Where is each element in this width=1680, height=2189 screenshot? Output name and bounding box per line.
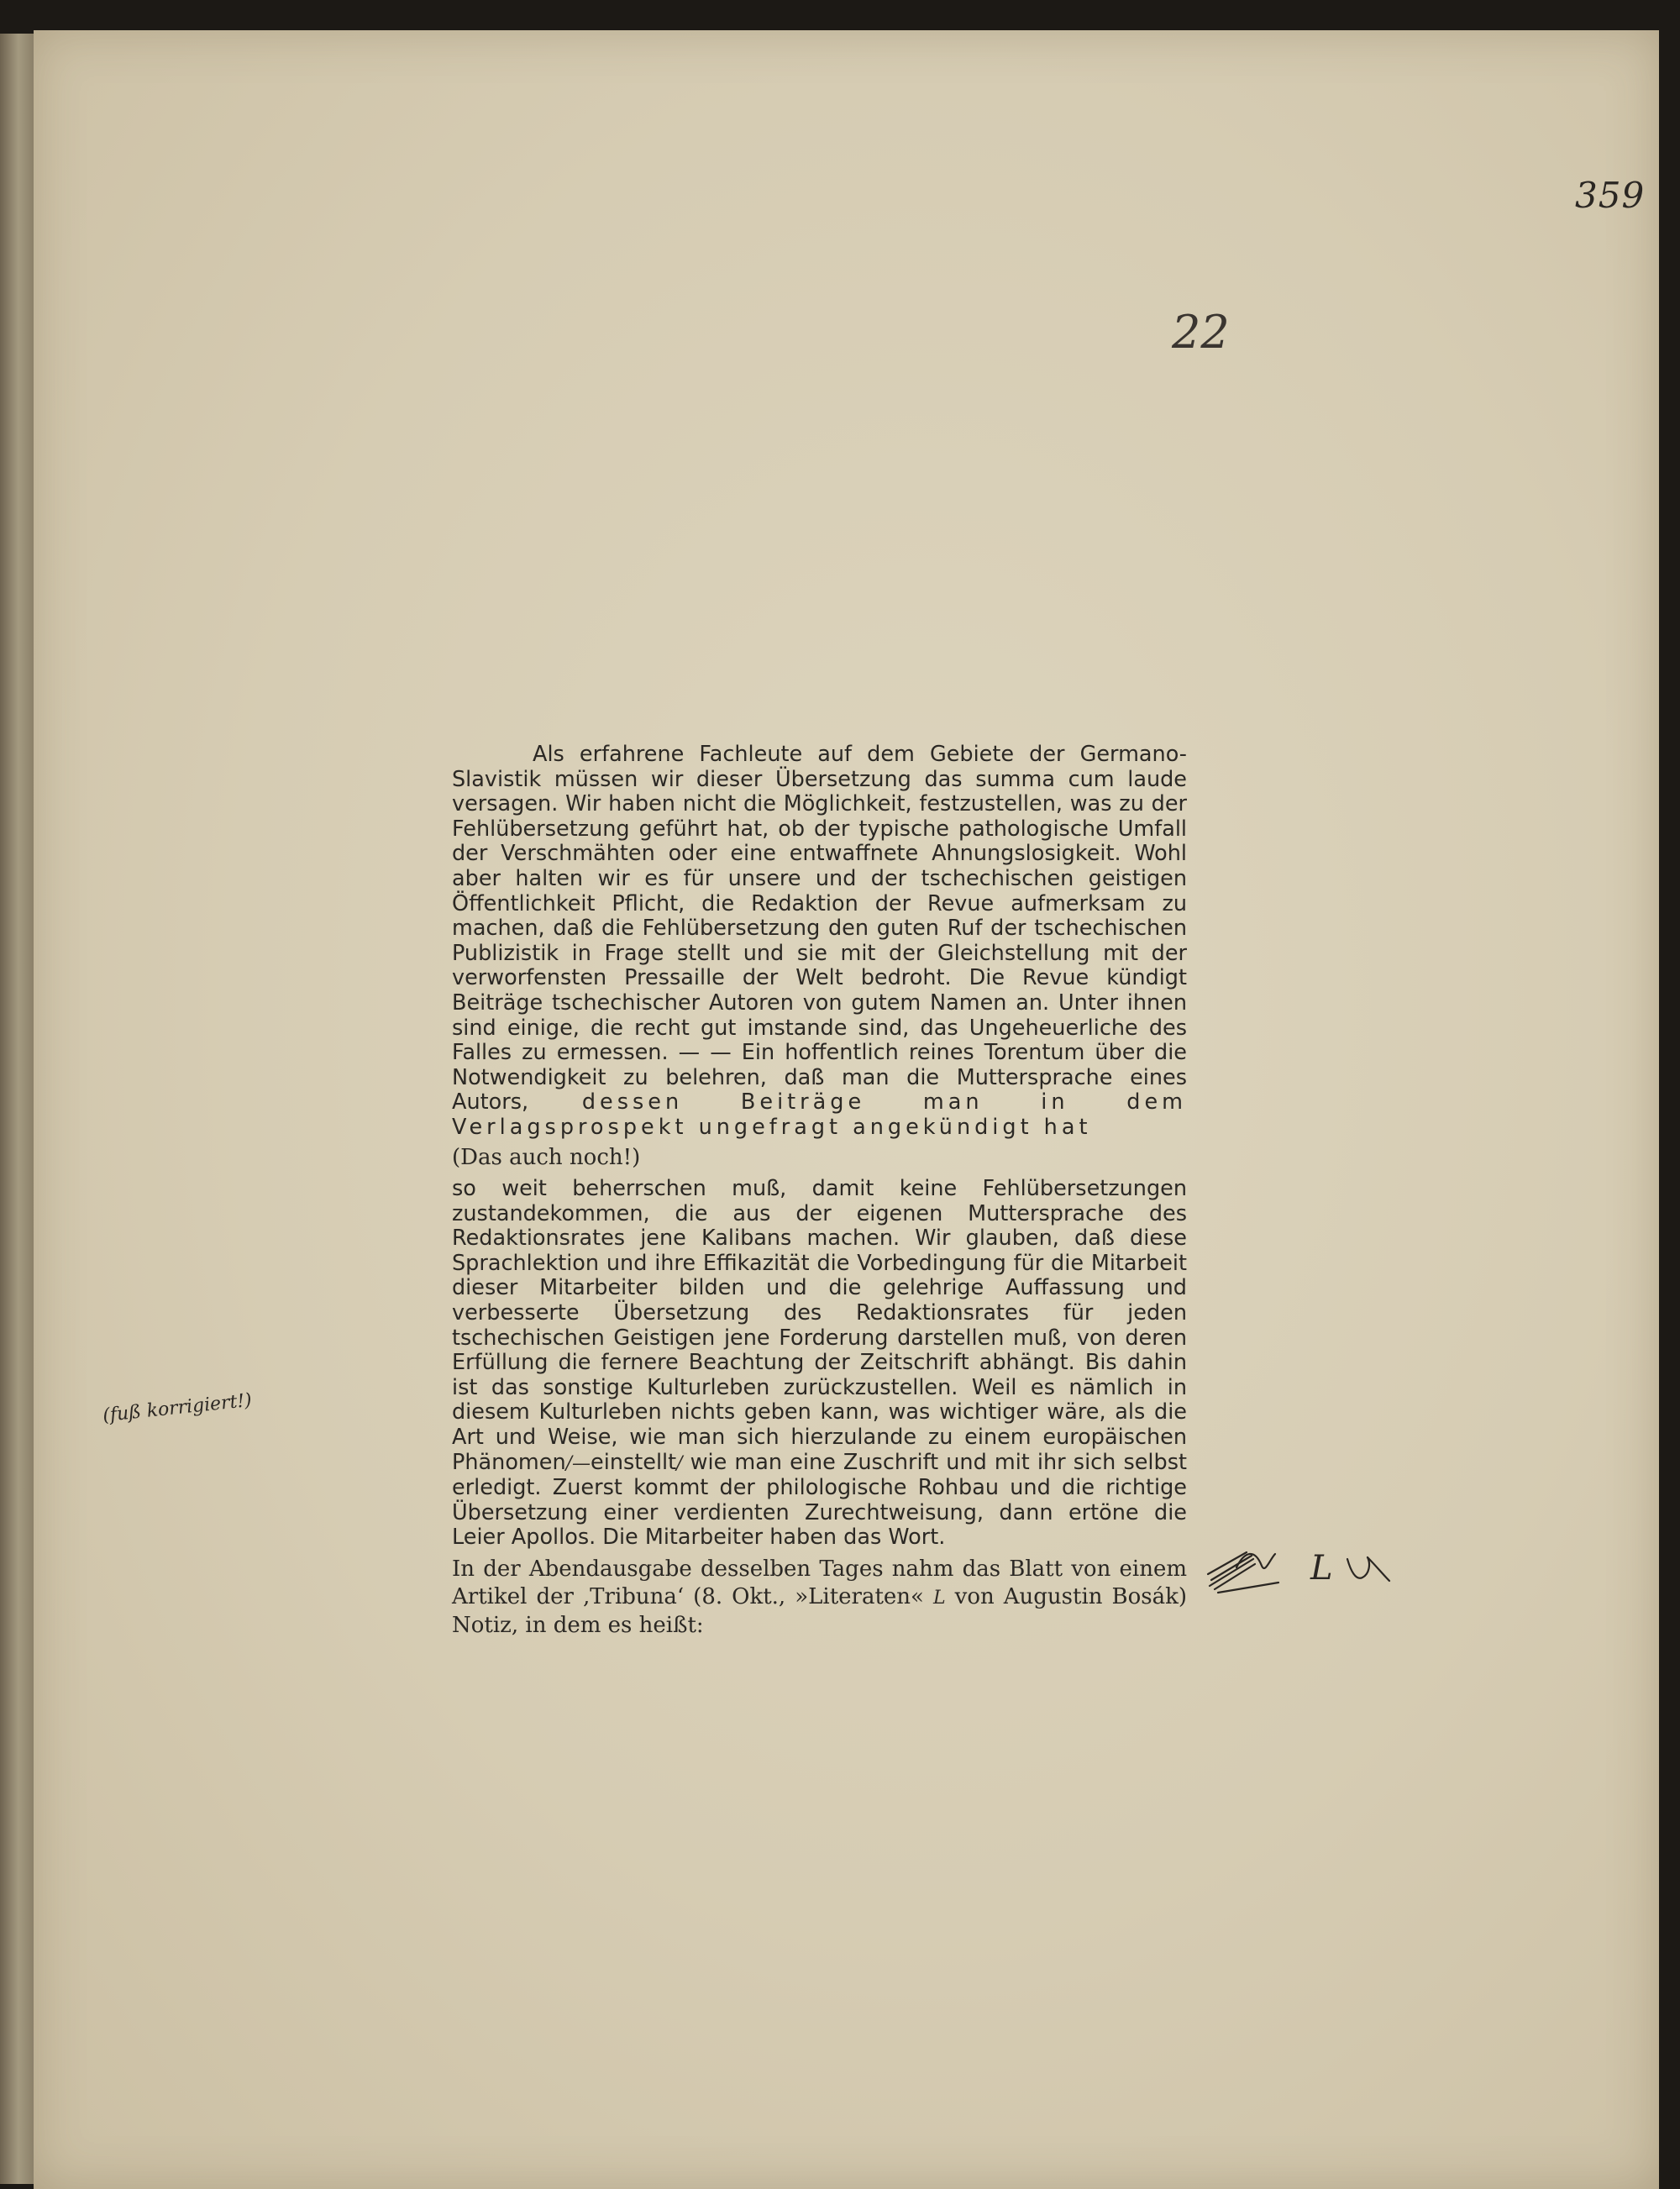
paragraph-1-text: Als erfahrene Fachleute auf dem Gebiete der Germano-Slavistik müssen wir dieser Übersetzung das summa cum laude versagen. Wir haben nicht die Möglichkeit, festzustellen, was zu der Fehlübersetzung geführt hat, ob der typische pathologische Umfall der Verschmähten oder eine entwaffnete Ahnungslosigkeit. Wohl aber halten wir es für unsere und der tschechischen geistigen Öffentlichkeit Pflicht, die Redaktion der Revue aufmerksam zu machen, daß die Fehlübersetzung den guten Ruf der tschechischen Publizistik in Frage stellt und sie mit der Gleichstellung mit der verworfensten Pressaille der Welt bedroht. Die Revue kündigt Beiträge tschechischer Autoren von gutem Namen an. Unter ihnen sind einige, die recht gut imstande sind, das Ungeheuerliche des Falles zu ermessen. — — Ein hoffentlich reines Torentum über die Notwendigkeit zu belehren, daß man die Muttersprache eines Autors, bbox=[452, 742, 1187, 1115]
right-mark-hook bbox=[1347, 1557, 1389, 1581]
folio-number: 359 bbox=[1575, 175, 1646, 216]
previous-page-edge bbox=[0, 34, 34, 2184]
notice-correction-mark: L bbox=[933, 1588, 946, 1609]
paragraph-2-text-a: so weit beherrschen muß, damit keine Fehlübersetzungen zustandekommen, die aus der eigenen Muttersprache des Redaktionsrates jene Kalibans machen. Wir glauben, daß diese Sprachlektion und ihre Effikazität die Vorbedingung für die Mitarbeit dieser Mitarbeiter bilden und die gelehrige Auffassung und verbesserte Übersetzung des Redaktionsrates für jeden tschechischen Geistigen jene Forderung darstellen muß, von deren Erfüllung die fernere Beachtung der Zeitschrift abhängt. Bis dahin ist das sonstige Kulturleben zurückzustellen. Weil es nämlich in diesem Kulturleben nichts geben kann, was wichtiger wäre, als die Art und Weise, wie man sich hierzulande zu einem europäischen Phänomen bbox=[452, 1176, 1187, 1475]
notice-text-b: von Augustin Bosák) Notiz, in dem es heißt: bbox=[452, 1584, 1188, 1638]
correction-mark: /— bbox=[565, 1452, 591, 1474]
notice-paragraph bbox=[452, 1556, 1187, 1640]
document-page bbox=[34, 30, 1659, 2189]
scribble-strokes bbox=[1208, 1552, 1278, 1593]
notice-text-a: In der Abendausgabe desselben Tages nahm das Blatt von einem Artikel der ‚Tribuna‘ (8. Okt., »Literaten« bbox=[452, 1556, 1187, 1609]
paragraph-1 bbox=[452, 743, 1187, 1141]
body-text bbox=[452, 743, 1187, 1640]
right-mark-letter: L bbox=[1310, 1549, 1333, 1588]
paragraph-2-text-b: wie man eine Zuschrift und mit ihr sich selbst erledigt. Zuerst kommt der philologische Rohbau und die richtige Übersetzung einer verdienten Zurechtweisung, dann ertöne die Leier Apollos. Die Mitarbeiter haben das Wort. bbox=[452, 1449, 1187, 1551]
correction-mark-2: / bbox=[676, 1452, 683, 1474]
margin-note: (fuß korrigiert!) bbox=[102, 1389, 253, 1427]
paragraph-2 bbox=[452, 1177, 1187, 1551]
paragraph-2-word: einstellt bbox=[591, 1449, 677, 1475]
paragraph-1-spaced: dessen Beiträge man in dem Verlagsprospekt ungefragt angekündigt hat bbox=[452, 1089, 1188, 1140]
handwritten-sheet-number: 22 bbox=[1172, 306, 1230, 359]
handwritten-correction-mark bbox=[1203, 1534, 1421, 1601]
interjection: (Das auch noch!) bbox=[452, 1144, 641, 1170]
